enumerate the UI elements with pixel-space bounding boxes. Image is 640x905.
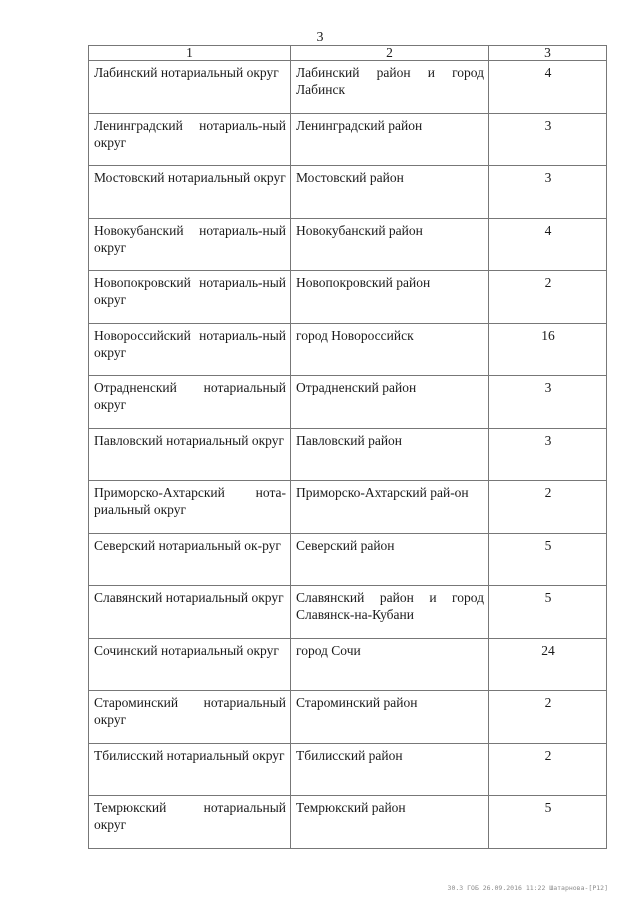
notary-count: 2: [489, 271, 607, 324]
table-row: [89, 796, 607, 849]
district-name: Темрюкский нотариальный округ: [89, 796, 291, 849]
territory: Отрадненский район: [291, 376, 489, 429]
district-name: Лабинский нотариальный округ: [89, 61, 291, 114]
district-name: Сочинский нотариальный округ: [89, 638, 291, 691]
column-header-2: 2: [291, 46, 489, 61]
table-row: [89, 743, 607, 796]
notary-districts-table: [88, 45, 607, 849]
notary-count: 3: [489, 166, 607, 219]
notary-count: 4: [489, 61, 607, 114]
territory: Ленинградский район: [291, 113, 489, 166]
table-row: [89, 218, 607, 271]
notary-count: 2: [489, 481, 607, 534]
district-name: Северский нотариальный ок-руг: [89, 533, 291, 586]
notary-count: 2: [489, 743, 607, 796]
notary-count: 5: [489, 796, 607, 849]
district-name: Новороссийский нотариаль-ный округ: [89, 323, 291, 376]
district-name: Приморско-Ахтарский нота-риальный округ: [89, 481, 291, 534]
notary-count: 5: [489, 533, 607, 586]
territory: Мостовский район: [291, 166, 489, 219]
table-row: [89, 428, 607, 481]
table-row: [89, 61, 607, 114]
column-header-3: 3: [489, 46, 607, 61]
table-row: [89, 586, 607, 639]
table-row: [89, 533, 607, 586]
table-header-row: [89, 46, 607, 61]
territory: Тбилисский район: [291, 743, 489, 796]
district-name: Новокубанский нотариаль-ный округ: [89, 218, 291, 271]
notary-count: 2: [489, 691, 607, 744]
district-name: Славянский нотариальный округ: [89, 586, 291, 639]
notary-count: 24: [489, 638, 607, 691]
territory: Славянский район и город Славянск-на-Кубани: [291, 586, 489, 639]
table-row: [89, 271, 607, 324]
district-name: Староминский нотариальный округ: [89, 691, 291, 744]
notary-count: 5: [489, 586, 607, 639]
document-footer-stamp: 30.3 ГОБ 26.09.2016 11:22 Шатарнова-[Р12]: [447, 884, 608, 892]
table-row: [89, 113, 607, 166]
territory: Новокубанский район: [291, 218, 489, 271]
table-row: [89, 691, 607, 744]
territory: Приморско-Ахтарский рай-он: [291, 481, 489, 534]
notary-count: 3: [489, 113, 607, 166]
district-name: Тбилисский нотариальный округ: [89, 743, 291, 796]
territory: Темрюкский район: [291, 796, 489, 849]
territory: Павловский район: [291, 428, 489, 481]
district-name: Отрадненский нотариальный округ: [89, 376, 291, 429]
notary-count: 3: [489, 376, 607, 429]
territory: Лабинский район и город Лабинск: [291, 61, 489, 114]
table-row: [89, 638, 607, 691]
territory: Северский район: [291, 533, 489, 586]
territory: город Новороссийск: [291, 323, 489, 376]
page-number: 3: [316, 30, 324, 45]
district-name: Ленинградский нотариаль-ный округ: [89, 113, 291, 166]
district-name: Новопокровский нотариаль-ный округ: [89, 271, 291, 324]
notary-count: 3: [489, 428, 607, 481]
district-name: Павловский нотариальный округ: [89, 428, 291, 481]
table-row: [89, 166, 607, 219]
notary-count: 16: [489, 323, 607, 376]
territory: город Сочи: [291, 638, 489, 691]
table-row: [89, 323, 607, 376]
territory: Староминский район: [291, 691, 489, 744]
table-row: [89, 376, 607, 429]
column-header-1: 1: [89, 46, 291, 61]
table-row: [89, 481, 607, 534]
district-name: Мостовский нотариальный округ: [89, 166, 291, 219]
territory: Новопокровский район: [291, 271, 489, 324]
notary-count: 4: [489, 218, 607, 271]
